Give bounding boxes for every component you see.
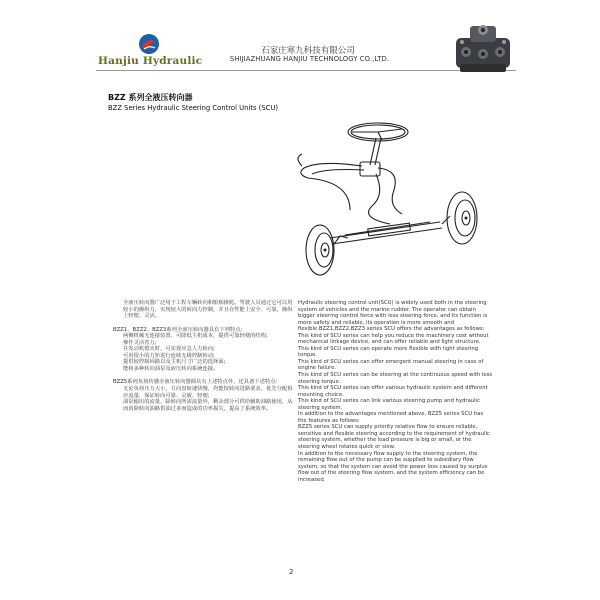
cn-paragraph: 在发动机熄火时，可实现应急人力转向; bbox=[123, 346, 215, 353]
en-paragraph: This kind of SCU series can link various steering pump and hydraulic steering system. bbox=[298, 398, 481, 411]
brand-name: Hanjiu Hydraulic bbox=[98, 55, 203, 67]
cn-paragraph: 可用很小的力矩进行连续无级控制转动; bbox=[123, 352, 215, 359]
cn-paragraph: BZZ1、BZZ2、BZZ3系列全液压转向器具有下列特点: bbox=[113, 326, 243, 333]
english-text-column bbox=[298, 300, 493, 483]
cn-paragraph: 提供较控制回路以及主机尺寸广泛的选择面; bbox=[123, 359, 226, 366]
section-title-cn: BZZ 系列全液压转向器 bbox=[108, 93, 193, 102]
cn-paragraph: 两侧机械无连接装置，可降低主机成本，提供可靠轻便的结构; bbox=[123, 333, 268, 340]
cn-paragraph: 油泵输出的流量，除转向所需流量外，剩余部分可供给辅助油路使用，从而消除转向油路供油过多而造成的功率损失，提高了系统效率。 bbox=[123, 399, 293, 412]
steering-system-illustration bbox=[290, 110, 505, 285]
section-title-en: BZZ Series Hydraulic Steering Control Units (SCU) bbox=[108, 104, 279, 112]
en-paragraph: Hydraulic steering control unit(SCU) is widely used both in the steering system of vehicles and the marine rudder. The operator can obtain bigger steering control force with less steering force, and its function is more safety and reliable, its operation is more smooth and flexible.BZZ1,BZZ2,BZZ3 series SCU offers the advantages as follows: bbox=[298, 300, 488, 333]
company-logo-icon bbox=[138, 33, 160, 55]
company-name-cn: 石家庄寒九科技有限公司 bbox=[261, 46, 355, 56]
en-paragraph: This kind of SCU series can offer various hydraulic system and different mounting choice. bbox=[298, 385, 488, 398]
en-paragraph: This kind of SCU series can help you reduce the machinery cost without mechanical linkage device, and can offer reliable and light structure. bbox=[298, 332, 489, 346]
company-name-en: SHIJIAZHUANG HANJIU TECHNOLOGY CO.,LTD. bbox=[229, 55, 390, 63]
en-paragraph: In addition to the advantages mentioned above, BZZ5 series SCU has the features as follows: bbox=[298, 411, 484, 424]
cn-paragraph: BZZ5系列负荷传感全液压转向器除具有上述特点外，还具备下述特点: bbox=[113, 379, 278, 386]
cn-paragraph: 能和多种转向油泵及液压转向系统连接。 bbox=[123, 365, 219, 372]
cn-paragraph: 全液压转向器广泛用于工程车辆转向和船舶操舵。驾驶人员通过它可以用较小的操纵力，实现较大的转向力控制，并且在性能上安全、可靠，操纵上轻便、灵活。 bbox=[123, 300, 293, 320]
en-paragraph: This kind of SCU series can be steering at the continuous speed with less steering torque. bbox=[298, 372, 493, 385]
en-paragraph: In addition to the necessary flow supply to the steering system, the remaining flow out of the pump can be supplied to subsidiary flow system, so that the system can avoid the power loss caused by surplus flow out of the steering flow system, and the system efficiency can be increased. bbox=[298, 450, 488, 483]
cn-paragraph: 无论负荷压力大小，方向盘转速快慢，均能按转向进路要求，优先分配相应流量，保证转向可靠、灵敏、轻便; bbox=[123, 386, 293, 399]
cn-paragraph: 操作灵活省力; bbox=[123, 339, 157, 346]
en-paragraph: BZZ5 series SCU can supply priority relative flow to ensure reliable, sensitive and flexible steering according to the requirement of hydraulic steering system, whether the load pressure is big or small, or the steering wheel rotates quick or slow. bbox=[298, 424, 490, 451]
en-paragraph: This kind of SCU series can offer emergent manual steering in case of engine failure. bbox=[298, 358, 484, 372]
page-number: 2 bbox=[289, 568, 294, 576]
steering-unit-photo bbox=[448, 20, 518, 80]
en-paragraph: This kind of SCU series can operate more flexible with light steering torque. bbox=[298, 345, 479, 359]
chinese-text-column bbox=[113, 300, 293, 412]
